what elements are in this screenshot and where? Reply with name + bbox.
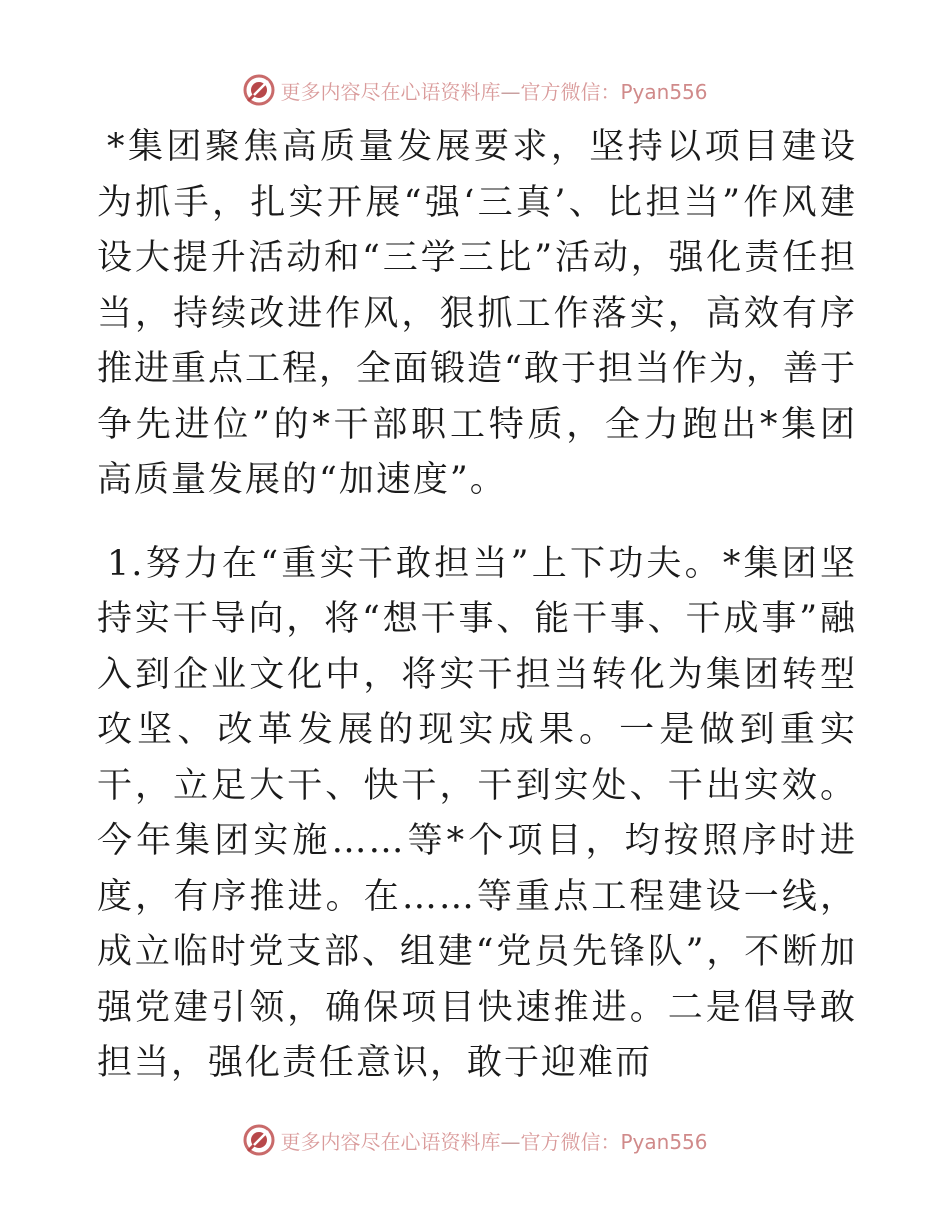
header-watermark xyxy=(0,70,950,110)
watermark-separator: — xyxy=(500,1129,521,1154)
paragraph-intro: *集团聚焦高质量发展要求，坚持以项目建设为抓手，扎实开展“强‘三真’、比担当”作风建设大提升活动和“三学三比”活动，强化责任担当，持续改进作风，狠抓工作落实，高效有序推进重点工程，全面锻造“敢于担当作为，善于争先进位”的*干部职工特质，全力跑出*集团高质量发展的“加速度”。 xyxy=(97,127,857,500)
footer-watermark xyxy=(0,1120,950,1160)
watermark-brand: 更多内容尽在心语资料库 xyxy=(280,79,501,104)
seal-logo-icon xyxy=(242,73,276,107)
watermark-wechat-label: 官方微信： xyxy=(520,1129,621,1154)
watermark-wechat-id: Pyan556 xyxy=(620,79,708,104)
document-body xyxy=(97,120,857,1092)
seal-logo-icon xyxy=(242,1123,276,1157)
watermark-wechat-label: 官方微信： xyxy=(520,79,621,104)
watermark-wechat-id: Pyan556 xyxy=(620,1129,708,1154)
paragraph-section-1: 1.努力在“重实干敢担当”上下功夫。*集团坚持实干导向，将“想干事、能干事、干成事”融入到企业文化中，将实干担当转化为集团转型攻坚、改革发展的现实成果。一是做到重实干，立足大干、快干，干到实处、干出实效。今年集团实施……等*个项目，均按照序时进度，有序推进。在……等重点工程建设一线，成立临时党支部、组建“党员先锋队”，不断加强党建引领，确保项目快速推进。二是倡导敢担当，强化责任意识，敢于迎难而 xyxy=(97,543,857,1083)
watermark-separator: — xyxy=(500,79,521,104)
watermark-brand: 更多内容尽在心语资料库 xyxy=(280,1129,501,1154)
